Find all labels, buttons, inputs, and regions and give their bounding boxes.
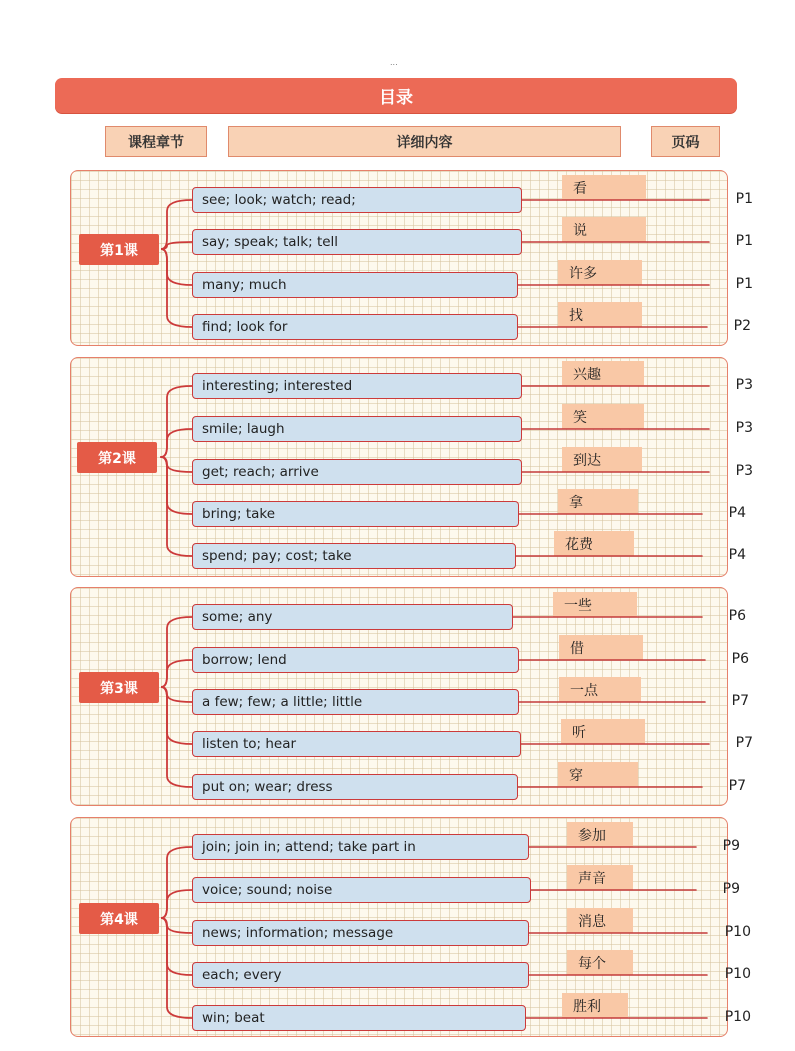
vocab-item: borrow; lend [192,647,519,673]
vocab-item: put on; wear; dress [192,774,518,800]
meaning-label: 参加 [567,822,633,847]
meaning-label: 一点 [559,677,641,702]
vocab-item: a few; few; a little; little [192,689,519,715]
page-number: P7 [735,735,753,751]
vocab-item: voice; sound; noise [192,877,531,903]
meaning-label: 兴趣 [562,361,644,386]
meaning-label: 找 [558,302,642,327]
vocab-item: get; reach; arrive [192,459,522,485]
meaning-label: 借 [559,635,643,660]
meaning-label: 听 [561,719,645,744]
vocab-item: win; beat [192,1005,526,1031]
header-detail: 详细内容 [228,126,621,157]
meaning-label: 拿 [558,489,638,514]
page-number: P7 [728,778,746,794]
page-number: P1 [735,233,753,249]
page-number: P6 [731,651,749,667]
meaning-label: 到达 [562,447,642,472]
meaning-label: 许多 [558,260,642,285]
vocab-item: find; look for [192,314,518,340]
meaning-label: 穿 [558,762,638,787]
header-chapter: 课程章节 [105,126,207,157]
lesson-label: 第2课 [77,442,157,473]
page-number: P3 [735,463,753,479]
vocab-item: join; join in; attend; take part in [192,834,529,860]
page-number: P10 [724,966,751,982]
page-number: P1 [735,276,753,292]
page-number: P4 [728,505,746,521]
page-number: P9 [722,838,740,854]
meaning-label: 声音 [567,865,633,890]
page-number: P1 [735,191,753,207]
vocab-item: spend; pay; cost; take [192,543,516,569]
page-number: P3 [735,420,753,436]
meaning-label: 一些 [553,592,637,617]
vocab-item: listen to; hear [192,731,521,757]
meaning-label: 胜利 [562,993,628,1018]
page-number: P4 [728,547,746,563]
meaning-label: 花费 [554,531,634,556]
vocab-item: some; any [192,604,513,630]
lesson-label: 第4课 [79,903,159,934]
lesson-label: 第3课 [79,672,159,703]
vocab-item: see; look; watch; read; [192,187,522,213]
page-number: P10 [724,924,751,940]
meaning-label: 说 [562,217,646,242]
meaning-label: 消息 [567,908,633,933]
page-number: P2 [733,318,751,334]
top-dots: ... [390,58,398,67]
vocab-item: many; much [192,272,518,298]
vocab-item: say; speak; talk; tell [192,229,522,255]
page-number: P7 [731,693,749,709]
page-number: P9 [722,881,740,897]
lesson-label: 第1课 [79,234,159,265]
vocab-item: smile; laugh [192,416,522,442]
meaning-label: 看 [562,175,646,200]
page-number: P3 [735,377,753,393]
meaning-label: 笑 [562,404,644,429]
page-title: 目录 [55,78,737,113]
vocab-item: each; every [192,962,529,988]
meaning-label: 每个 [567,950,633,975]
header-page: 页码 [651,126,720,157]
vocab-item: news; information; message [192,920,529,946]
page-number: P10 [724,1009,751,1025]
vocab-item: interesting; interested [192,373,522,399]
vocab-item: bring; take [192,501,519,527]
page-number: P6 [728,608,746,624]
